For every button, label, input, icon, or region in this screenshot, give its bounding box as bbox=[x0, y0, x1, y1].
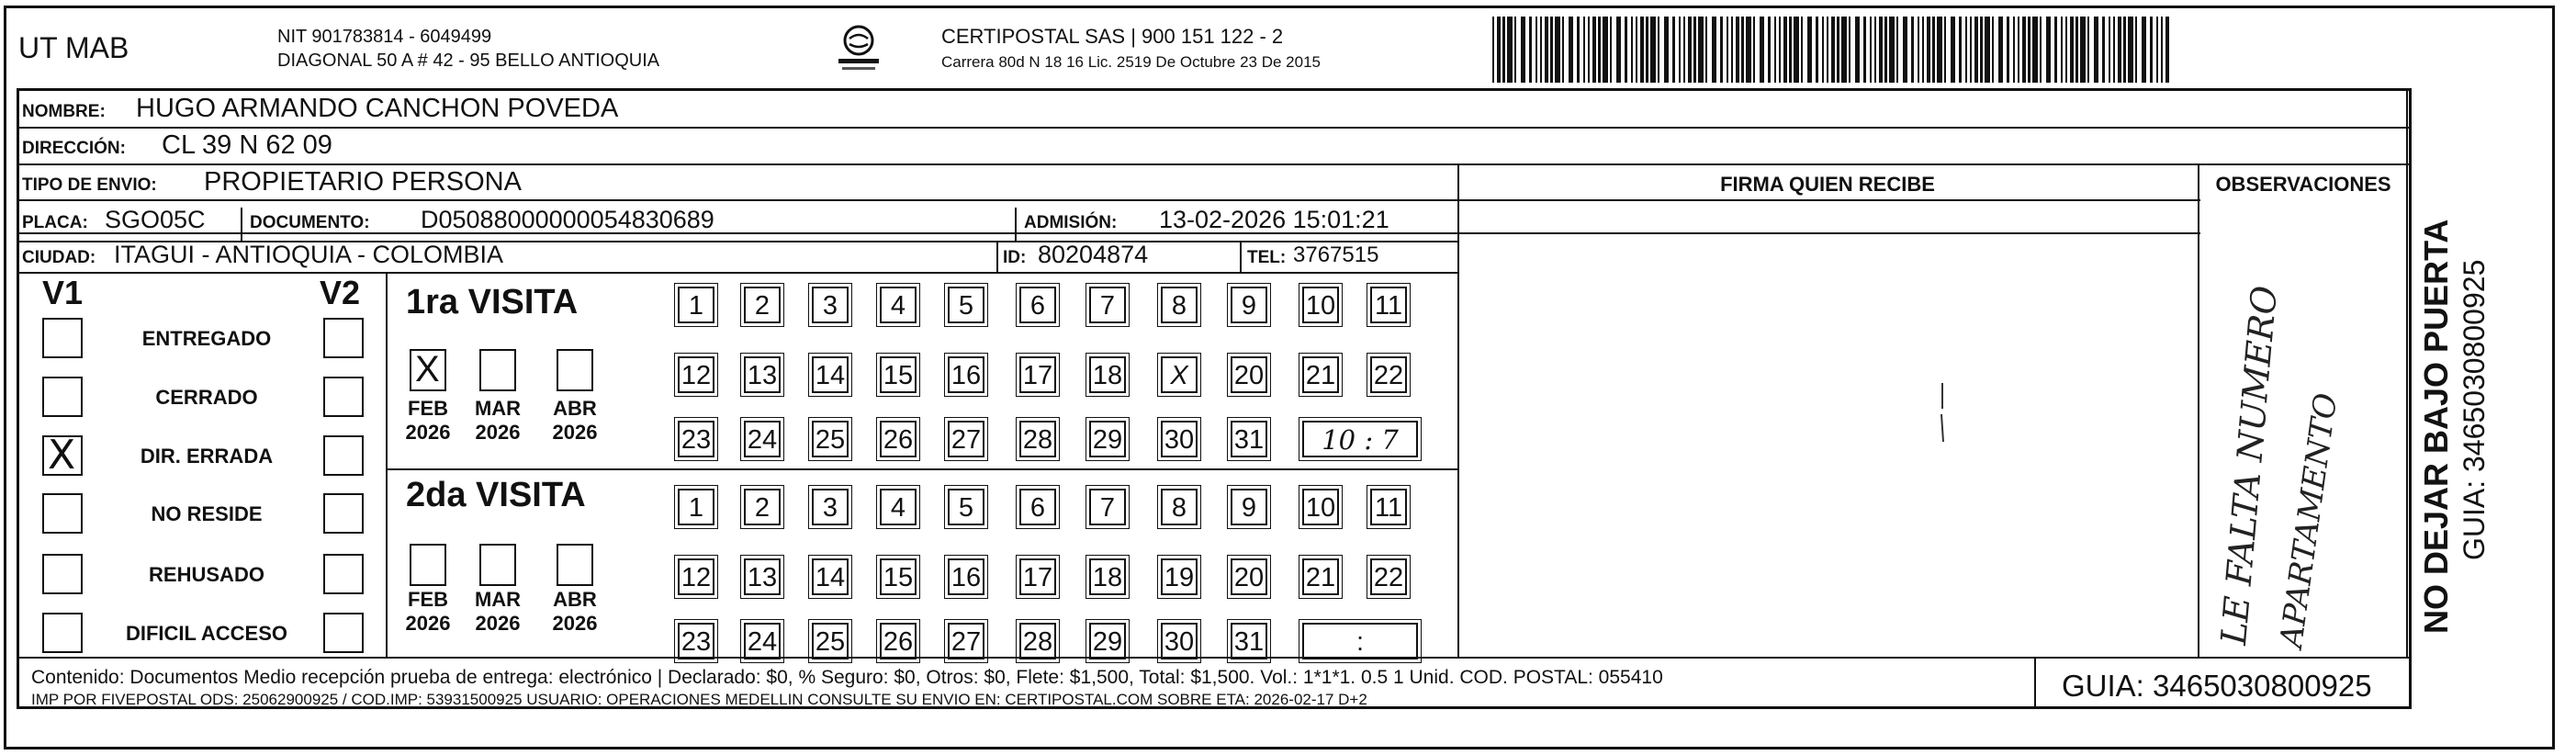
second-visit-month-label bbox=[466, 588, 530, 636]
status-v2-checkbox[interactable] bbox=[323, 613, 364, 653]
second-visit-day-11[interactable]: 11 bbox=[1370, 489, 1407, 525]
second-visit-day-6[interactable]: 6 bbox=[1019, 489, 1056, 525]
certipostal-info: CERTIPOSTAL SAS | 900 151 122 - 2 bbox=[941, 25, 1284, 48]
second-visit-day-26[interactable]: 26 bbox=[880, 623, 917, 659]
first-visit-day-17[interactable]: 17 bbox=[1019, 356, 1056, 393]
status-label: DIR. ERRADA bbox=[140, 445, 274, 468]
first-visit-day-30[interactable]: 30 bbox=[1161, 421, 1198, 457]
status-v1-checkbox[interactable] bbox=[42, 554, 83, 594]
first-visit-day-9[interactable]: 9 bbox=[1231, 287, 1267, 323]
first-visit-day-27[interactable]: 27 bbox=[948, 421, 984, 457]
second-visit-day-5[interactable]: 5 bbox=[948, 489, 984, 525]
second-visit-day-4[interactable]: 4 bbox=[880, 489, 917, 525]
second-visit-day-7[interactable]: 7 bbox=[1089, 489, 1126, 525]
first-visit-day-8[interactable]: 8 bbox=[1161, 287, 1198, 323]
status-v2-checkbox[interactable] bbox=[323, 377, 364, 417]
status-v1-checkbox[interactable] bbox=[42, 613, 83, 653]
first-visit-day-2[interactable]: 2 bbox=[744, 287, 781, 323]
firma-header: FIRMA QUIEN RECIBE bbox=[1720, 173, 1935, 196]
recipient-name: HUGO ARMANDO CANCHON POVEDA bbox=[136, 94, 619, 123]
second-visit-day-30[interactable]: 30 bbox=[1161, 623, 1198, 659]
second-visit-day-10[interactable]: 10 bbox=[1302, 489, 1339, 525]
second-visit-day-13[interactable]: 13 bbox=[744, 558, 781, 595]
v1-header: V1 bbox=[42, 274, 84, 311]
second-visit-title: 2da VISITA bbox=[406, 476, 586, 514]
first-visit-day-3[interactable]: 3 bbox=[812, 287, 849, 323]
month-name: MAR bbox=[474, 397, 522, 420]
tipo-envio: PROPIETARIO PERSONA bbox=[204, 167, 522, 197]
first-visit-day-21[interactable]: 21 bbox=[1302, 356, 1339, 393]
status-v1-checkbox[interactable] bbox=[42, 318, 83, 358]
signature-mark bbox=[1938, 381, 1947, 450]
footer-line-2: IMP POR FIVEPOSTAL ODS: 25062900925 / COD.IMP: 53931500925 USUARIO: OPERACIONES MEDELLIN CONSULTE SU ENVIO EN: CERTIPOSTAL.COM SOBRE ETA: 2026-02-17 D+2 bbox=[31, 691, 1367, 708]
second-visit-month-abr-checkbox[interactable] bbox=[557, 544, 593, 586]
status-label: ENTREGADO bbox=[141, 327, 272, 350]
second-visit-day-14[interactable]: 14 bbox=[812, 558, 849, 595]
second-visit-day-15[interactable]: 15 bbox=[880, 558, 917, 595]
first-visit-day-16[interactable]: 16 bbox=[948, 356, 984, 393]
nit: NIT 901783814 - 6049499 bbox=[277, 27, 492, 47]
id-label: ID: bbox=[1003, 248, 1027, 267]
first-visit-day-26[interactable]: 26 bbox=[880, 421, 917, 457]
status-label: DIFICIL ACCESO bbox=[125, 622, 287, 645]
second-visit-day-12[interactable]: 12 bbox=[678, 558, 714, 595]
second-visit-time-field[interactable]: : bbox=[1302, 623, 1418, 659]
first-visit-day-5[interactable]: 5 bbox=[948, 287, 984, 323]
company-code: UT MAB bbox=[18, 31, 129, 64]
first-visit-day-25[interactable]: 25 bbox=[812, 421, 849, 457]
first-visit-month-mar-checkbox[interactable] bbox=[479, 349, 516, 391]
month-year: 2026 bbox=[552, 421, 598, 444]
status-v2-checkbox[interactable] bbox=[323, 554, 364, 594]
first-visit-month-label bbox=[543, 397, 607, 445]
first-visit-month-label bbox=[396, 397, 460, 445]
observaciones-header: OBSERVACIONES bbox=[2215, 173, 2391, 196]
first-visit-day-28[interactable]: 28 bbox=[1019, 421, 1056, 457]
tipo-envio-label: TIPO DE ENVIO: bbox=[22, 175, 157, 195]
month-name: ABR bbox=[553, 588, 597, 611]
footer-guia: GUIA: 3465030800925 bbox=[2062, 669, 2372, 703]
first-visit-month-feb-checkbox[interactable] bbox=[410, 349, 446, 391]
license-info: Carrera 80d N 18 16 Lic. 2519 De Octubre 23 De 2015 bbox=[941, 53, 1321, 71]
status-v2-checkbox[interactable] bbox=[323, 493, 364, 534]
month-year: 2026 bbox=[405, 612, 451, 635]
second-visit-day-28[interactable]: 28 bbox=[1019, 623, 1056, 659]
tel-label: TEL: bbox=[1247, 248, 1287, 267]
recipient-tel: 3767515 bbox=[1293, 242, 1379, 267]
first-visit-day-31[interactable]: 31 bbox=[1231, 421, 1267, 457]
v2-header: V2 bbox=[320, 274, 361, 311]
month-name: FEB bbox=[408, 397, 448, 420]
second-visit-day-9[interactable]: 9 bbox=[1231, 489, 1267, 525]
second-visit-day-1[interactable]: 1 bbox=[678, 489, 714, 525]
second-visit-day-24[interactable]: 24 bbox=[744, 623, 781, 659]
recipient-id: 80204874 bbox=[1038, 241, 1149, 268]
status-v1-checkbox[interactable] bbox=[42, 377, 83, 417]
status-v2-checkbox[interactable] bbox=[323, 435, 364, 476]
second-visit-month-label bbox=[396, 588, 460, 636]
month-name: ABR bbox=[553, 397, 597, 420]
first-visit-day-11[interactable]: 11 bbox=[1370, 287, 1407, 323]
second-visit-day-17[interactable]: 17 bbox=[1019, 558, 1056, 595]
month-year: 2026 bbox=[475, 612, 521, 635]
observation-line-2: APARTAMENTO bbox=[2273, 390, 2345, 650]
barcode bbox=[1492, 17, 2172, 83]
admision: 13-02-2026 15:01:21 bbox=[1159, 206, 1389, 233]
first-visit-month-label bbox=[466, 397, 530, 445]
first-visit-day-22[interactable]: 22 bbox=[1370, 356, 1407, 393]
ciudad-label: CIUDAD: bbox=[22, 248, 96, 267]
first-visit-day-29[interactable]: 29 bbox=[1089, 421, 1126, 457]
certipostal-logo bbox=[822, 22, 895, 77]
status-v1-checkbox[interactable] bbox=[42, 432, 83, 479]
second-visit-day-27[interactable]: 27 bbox=[948, 623, 984, 659]
check-mark: X bbox=[48, 432, 76, 479]
documento: D05088000000054830689 bbox=[421, 206, 714, 233]
second-visit-day-16[interactable]: 16 bbox=[948, 558, 984, 595]
status-label: NO RESIDE bbox=[151, 502, 263, 525]
second-visit-day-29[interactable]: 29 bbox=[1089, 623, 1126, 659]
first-visit-day-1[interactable]: 1 bbox=[678, 287, 714, 323]
first-visit-day-14[interactable]: 14 bbox=[812, 356, 849, 393]
first-visit-day-24[interactable]: 24 bbox=[744, 421, 781, 457]
month-year: 2026 bbox=[475, 421, 521, 444]
first-visit-day-18[interactable]: 18 bbox=[1089, 356, 1126, 393]
second-visit-day-8[interactable]: 8 bbox=[1161, 489, 1198, 525]
second-visit-day-2[interactable]: 2 bbox=[744, 489, 781, 525]
documento-label: DOCUMENTO: bbox=[250, 213, 370, 232]
placa-label: PLACA: bbox=[22, 213, 88, 232]
month-year: 2026 bbox=[552, 612, 598, 635]
first-visit-time-field[interactable]: 10 : 7 bbox=[1302, 421, 1418, 457]
placa: SGO05C bbox=[105, 206, 206, 233]
observation-line-1: LE FALTA NUMERO bbox=[2213, 284, 2286, 647]
second-visit-day-25[interactable]: 25 bbox=[812, 623, 849, 659]
second-visit-day-3[interactable]: 3 bbox=[812, 489, 849, 525]
second-visit-day-20[interactable]: 20 bbox=[1231, 558, 1267, 595]
first-visit-day-7[interactable]: 7 bbox=[1089, 287, 1126, 323]
first-visit-day-4[interactable]: 4 bbox=[880, 287, 917, 323]
footer-line-1: Contenido: Documentos Medio recepción prueba de entrega: electrónico | Declarado: $0, % Seguro: $0, Otros: $0, Flete: $1,500, Total: $1,500. Vol.: 1*1*1. 0.5 1 Unid. COD. POSTAL: 055410 bbox=[31, 667, 1663, 688]
nombre-label: NOMBRE: bbox=[22, 102, 106, 121]
status-label: CERRADO bbox=[155, 386, 258, 409]
second-visit-day-18[interactable]: 18 bbox=[1089, 558, 1126, 595]
first-visit-month-abr-checkbox[interactable] bbox=[557, 349, 593, 391]
first-visit-day-12[interactable]: 12 bbox=[678, 356, 714, 393]
second-visit-day-22[interactable]: 22 bbox=[1370, 558, 1407, 595]
ciudad: ITAGUI - ANTIOQUIA - COLOMBIA bbox=[114, 241, 504, 268]
status-v2-checkbox[interactable] bbox=[323, 318, 364, 358]
first-visit-day-23[interactable]: 23 bbox=[678, 421, 714, 457]
second-visit-month-feb-checkbox[interactable] bbox=[410, 544, 446, 586]
side-guia: GUIA: 3465030800925 bbox=[2458, 259, 2491, 560]
direccion-label: DIRECCIÓN: bbox=[22, 139, 126, 158]
month-name: MAR bbox=[474, 588, 522, 611]
second-visit-day-31[interactable]: 31 bbox=[1231, 623, 1267, 659]
second-visit-day-21[interactable]: 21 bbox=[1302, 558, 1339, 595]
second-visit-month-mar-checkbox[interactable] bbox=[479, 544, 516, 586]
first-visit-day-20[interactable]: 20 bbox=[1231, 356, 1267, 393]
first-visit-title: 1ra VISITA bbox=[406, 283, 579, 321]
admision-label: ADMISIÓN: bbox=[1024, 213, 1118, 232]
sender-address: DIAGONAL 50 A # 42 - 95 BELLO ANTIOQUIA bbox=[277, 51, 660, 71]
first-visit-day-13[interactable]: 13 bbox=[744, 356, 781, 393]
second-visit-day-19[interactable]: 19 bbox=[1161, 558, 1198, 595]
recipient-address: CL 39 N 62 09 bbox=[162, 130, 332, 160]
first-visit-day-15[interactable]: 15 bbox=[880, 356, 917, 393]
status-label: REHUSADO bbox=[149, 563, 264, 586]
side-instruction: NO DEJAR BAJO PUERTA bbox=[2417, 219, 2455, 634]
month-name: FEB bbox=[408, 588, 448, 611]
first-visit-day-10[interactable]: 10 bbox=[1302, 287, 1339, 323]
second-visit-month-label bbox=[543, 588, 607, 636]
check-mark: X bbox=[415, 349, 440, 389]
status-v1-checkbox[interactable] bbox=[42, 493, 83, 534]
first-visit-day-19[interactable]: X bbox=[1161, 356, 1198, 393]
second-visit-day-23[interactable]: 23 bbox=[678, 623, 714, 659]
month-year: 2026 bbox=[405, 421, 451, 444]
first-visit-day-6[interactable]: 6 bbox=[1019, 287, 1056, 323]
